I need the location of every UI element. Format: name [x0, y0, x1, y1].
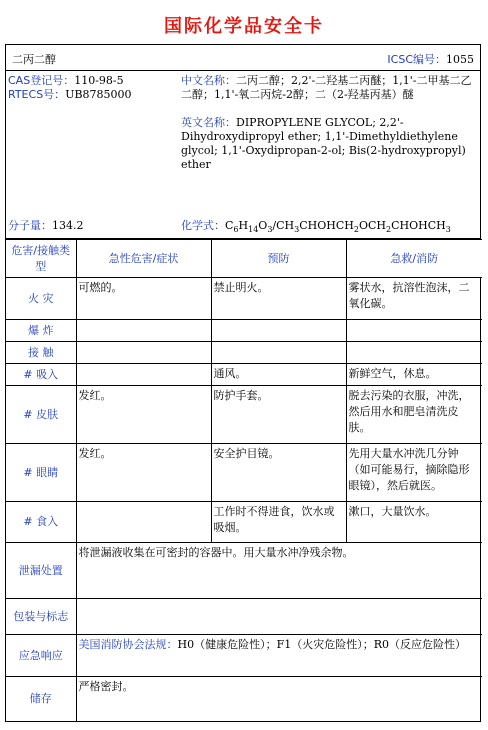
row-label: 接 触 — [6, 342, 76, 364]
table-row — [6, 386, 482, 444]
mw-value: 134.2 — [52, 219, 84, 232]
table-row — [6, 278, 482, 320]
cas-label: CAS登记号： — [8, 74, 75, 87]
prevention-cell: 禁止明火。 — [211, 278, 346, 320]
symptom-cell: 发红。 — [76, 444, 211, 502]
symptom-cell — [76, 342, 211, 364]
en-name-label: 英文名称： — [181, 116, 236, 129]
cas-value: 110-98-5 — [74, 74, 124, 87]
emergency-cell — [76, 635, 482, 677]
en-name-value: DIPROPYLENE GLYCOL; 2,2'-Dihydroxydipropyl ether; 1,1'-Dimethyldiethylene glycol; 1,1'-Oxydipropan-2-ol; Bis(2-hydroxypropyl) ether — [181, 116, 466, 171]
firstaid-cell — [346, 342, 482, 364]
prevention-cell: 通风。 — [211, 364, 346, 386]
table-row — [6, 320, 482, 342]
leak-value: 将泄漏液收集在可密封的容器中。用大量水冲净残余物。 — [76, 543, 482, 599]
storage-label: 储存 — [6, 677, 76, 722]
emergency-value: H0（健康危险性）；F1（火灾危险性）；R0（反应危险性） — [177, 638, 467, 651]
safety-card — [5, 44, 481, 722]
icsc-number — [387, 51, 474, 67]
table-row — [6, 502, 482, 543]
table-row — [6, 444, 482, 502]
packaging-label: 包装与标志 — [6, 599, 76, 635]
hazard-table — [6, 239, 482, 722]
firstaid-cell: 新鲜空气，休息。 — [346, 364, 482, 386]
packaging-row — [6, 599, 482, 635]
emergency-prefix: 美国消防协会法规： — [78, 638, 178, 651]
symptom-cell — [76, 320, 211, 342]
header-prevention: 预防 — [211, 240, 346, 278]
row-label: # 皮肤 — [6, 386, 76, 444]
prevention-cell — [211, 342, 346, 364]
emergency-row — [6, 635, 482, 677]
symptom-cell: 发红。 — [76, 386, 211, 444]
table-row — [6, 364, 482, 386]
firstaid-cell: 漱口，大量饮水。 — [346, 502, 482, 543]
firstaid-cell: 先用大量水冲洗几分钟（如可能易行，摘除隐形眼镜），然后就医。 — [346, 444, 482, 502]
firstaid-cell: 脱去污染的衣服，冲洗，然后用水和肥皂清洗皮肤。 — [346, 386, 482, 444]
header-firstaid: 急救/消防 — [346, 240, 482, 278]
rtecs-label: RTECS号： — [8, 88, 66, 101]
molecular-weight — [8, 219, 84, 233]
rtecs-value: UB8785000 — [65, 88, 132, 101]
chemical-name: 二丙二醇 — [12, 53, 56, 66]
symptom-cell — [76, 364, 211, 386]
names-block — [181, 74, 477, 172]
identification-block — [6, 71, 480, 239]
cn-name-value: 二丙二醇；2,2'-二羟基二丙醚；1,1'-二甲基二乙二醇；1,1'-氧二丙烷-2醇；二（2-羟基丙基）醚 — [181, 74, 472, 101]
prevention-cell: 安全护目镜。 — [211, 444, 346, 502]
row-label: # 吸入 — [6, 364, 76, 386]
icsc-label: ICSC编号： — [387, 53, 446, 66]
row-label: # 食入 — [6, 502, 76, 543]
firstaid-cell — [346, 320, 482, 342]
header-type: 危害/接触类型 — [6, 240, 76, 278]
prevention-cell: 防护手套。 — [211, 386, 346, 444]
card-header — [6, 45, 480, 71]
row-label: # 眼睛 — [6, 444, 76, 502]
storage-row — [6, 677, 482, 722]
registry-ids — [8, 74, 176, 102]
prevention-cell: 工作时不得进食，饮水或吸烟。 — [211, 502, 346, 543]
leak-label: 泄漏处置 — [6, 543, 76, 599]
card-title: 国际化学品安全卡 — [164, 16, 324, 37]
formula-label: 化学式： — [181, 219, 225, 232]
row-label: 爆 炸 — [6, 320, 76, 342]
table-row — [6, 342, 482, 364]
storage-value: 严格密封。 — [76, 677, 482, 722]
prevention-cell — [211, 320, 346, 342]
leak-row — [6, 543, 482, 599]
icsc-value: 1055 — [446, 53, 474, 66]
table-header-row — [6, 240, 482, 278]
packaging-value — [76, 599, 482, 635]
header-symptom: 急性危害/症状 — [76, 240, 211, 278]
row-label: 火 灾 — [6, 278, 76, 320]
symptom-cell — [76, 502, 211, 543]
formula-value: $C_6H_{14}O_3/CH_3CHOHCH_2OCH_2CHOHCH_3$ — [225, 219, 451, 235]
emergency-label: 应急响应 — [6, 635, 76, 677]
firstaid-cell: 雾状水，抗溶性泡沫，二氧化碳。 — [346, 278, 482, 320]
mw-label: 分子量： — [8, 219, 52, 232]
chemical-formula — [181, 219, 477, 237]
cn-name-label: 中文名称： — [181, 74, 236, 87]
symptom-cell: 可燃的。 — [76, 278, 211, 320]
